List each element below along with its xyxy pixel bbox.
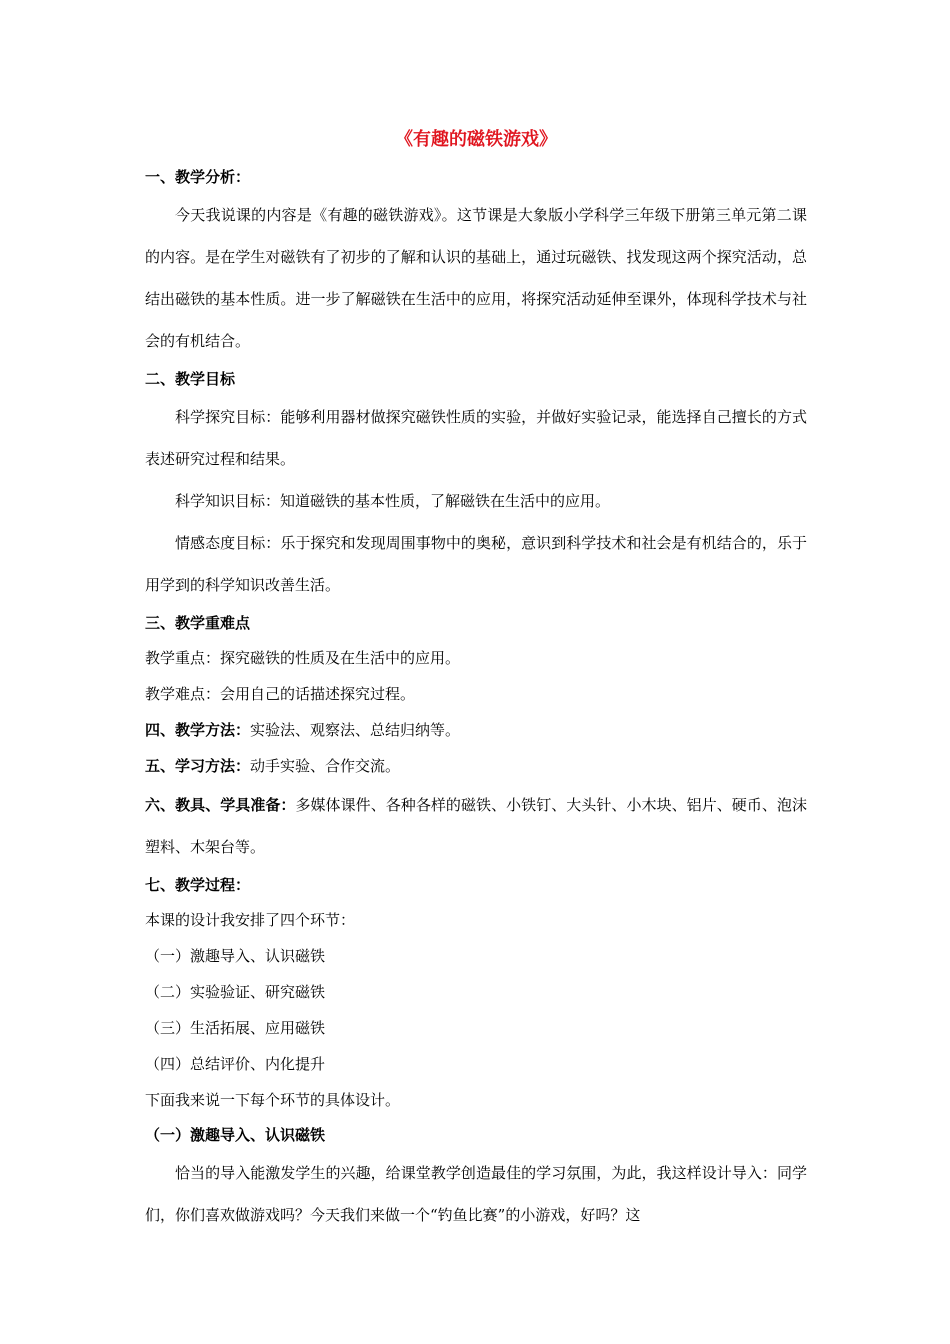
- process-step-4: （四）总结评价、内化提升: [145, 1055, 326, 1073]
- goal-knowledge: 科学知识目标：知道磁铁的基本性质，了解磁铁在生活中的应用。: [175, 492, 611, 510]
- process-step-3: （三）生活拓展、应用磁铁: [145, 1019, 326, 1037]
- materials-text: 多媒体课件、各种各样的磁铁、小铁钉、大头针、小木块、铝片、硬币、泡沫塑料、木架台等。: [145, 796, 807, 856]
- subsection-heading-intro: （一）激趣导入、认识磁铁: [145, 1126, 326, 1144]
- process-intro: 本课的设计我安排了四个环节：: [145, 911, 356, 929]
- process-step-1: （一）激趣导入、认识磁铁: [145, 947, 326, 965]
- section-heading-process: 七、教学过程：: [145, 876, 251, 894]
- section-heading-methods: 四、教学方法：: [145, 721, 251, 739]
- document-page: [145, 124, 807, 1236]
- difficult-point: 教学难点：会用自己的话描述探究过程。: [145, 685, 416, 703]
- section-heading-goals: 二、教学目标: [145, 370, 236, 388]
- document-title: 《有趣的磁铁游戏》: [395, 129, 557, 150]
- learning-methods: [145, 748, 807, 784]
- section-heading-learning: 五、学习方法：: [145, 757, 251, 775]
- materials-paragraph: [145, 784, 807, 868]
- process-outro: 下面我来说一下每个环节的具体设计。: [145, 1091, 401, 1109]
- analysis-paragraph: 今天我说课的内容是《有趣的磁铁游戏》。这节课是大象版小学科学三年级下册第三单元第二课的内容。是在学生对磁铁有了初步的了解和认识的基础上，通过玩磁铁、找发现这两个探究活动，总结出磁铁的基本性质。进一步了解磁铁在生活中的应用，将探究活动延伸至课外，体现科学技术与社会的有机结合。: [145, 206, 807, 350]
- goal-inquiry: 科学探究目标：能够利用器材做探究磁铁性质的实验，并做好实验记录，能选择自己擅长的方式表述研究过程和结果。: [145, 408, 807, 468]
- key-point: 教学重点：探究磁铁的性质及在生活中的应用。: [145, 649, 461, 667]
- learning-methods-text: 动手实验、合作交流。: [250, 757, 401, 775]
- section-heading-materials: 六、教具、学具准备：: [145, 796, 296, 814]
- goal-attitude: 情感态度目标：乐于探究和发现周围事物中的奥秘，意识到科学技术和社会是有机结合的，乐于用学到的科学知识改善生活。: [145, 534, 807, 594]
- intro-paragraph: 恰当的导入能激发学生的兴趣，给课堂教学创造最佳的学习氛围，为此，我这样设计导入：同学们，你们喜欢做游戏吗？今天我们来做一个“钓鱼比赛”的小游戏，好吗？这: [145, 1164, 807, 1224]
- teaching-methods-text: 实验法、观察法、总结归纳等。: [250, 721, 461, 739]
- section-heading-analysis: 一、教学分析：: [145, 168, 251, 186]
- process-step-2: （二）实验验证、研究磁铁: [145, 983, 326, 1001]
- teaching-methods: [145, 712, 807, 748]
- section-heading-key-points: 三、教学重难点: [145, 614, 251, 632]
